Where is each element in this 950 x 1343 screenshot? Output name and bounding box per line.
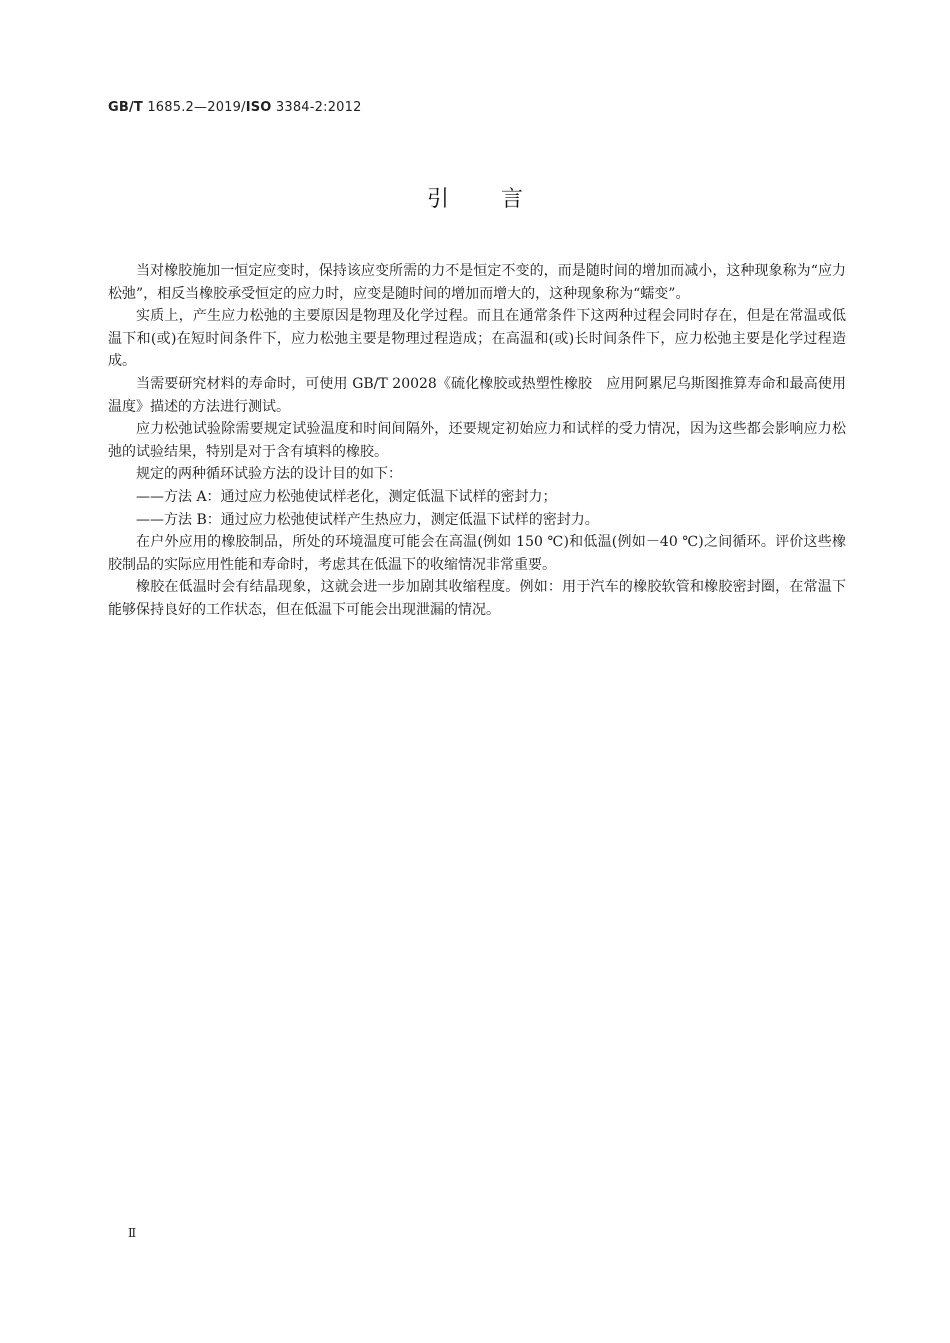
standard-number-gb: 1685.2—2019/ [143, 100, 246, 115]
section-title: 引言 [426, 187, 575, 212]
standard-number-iso: 3384-2:2012 [271, 100, 362, 115]
page-number: Ⅱ [128, 1226, 137, 1240]
paragraph-stress-relaxation-definition: 当对橡胶施加一恒定应变时，保持该应变所需的力不是恒定不变的，而是随时间的增加而减小，这种现象称为“应力松弛”，相反当橡胶承受恒定的应力时，应变是随时间的增加而增大的，这种现象称为“蠕变”。 [108, 263, 846, 302]
paragraph-lifetime-method: 当需要研究材料的寿命时，可使用 GB/T 20028《硫化橡胶或热塑性橡胶 应用阿累尼乌斯图推算寿命和最高使用温度》描述的方法进行测试。 [108, 375, 846, 415]
paragraph-outdoor-temperature: 在户外应用的橡胶制品，所处的环境温度可能会在高温(例如 150 ℃)和低温(例如－40 ℃)之间循环。评价这些橡胶制品的实际应用性能和寿命时，考虑其在低温下的收缩情况非常重要。 [108, 534, 846, 573]
standard-code-iso: ISO [245, 100, 272, 115]
introduction-body [108, 260, 846, 622]
standard-number-header [108, 100, 362, 115]
paragraph-test-conditions: 应力松弛试验除需要规定试验温度和时间间隔外，还要规定初始应力和试样的受力情况，因为这些都会影响应力松弛的试验结果，特别是对于含有填料的橡胶。 [108, 421, 846, 460]
list-item-method-b: ——方法 B：通过应力松弛使试样产生热应力，测定低温下试样的密封力。 [136, 511, 599, 528]
standard-code-gbt: GB/T [108, 100, 143, 115]
paragraph-causes: 实质上，产生应力松弛的主要原因是物理及化学过程。而且在通常条件下这两种过程会同时存在，但是在常温或低温下和(或)在短时间条件下，应力松弛主要是物理过程造成；在高温和(或)长时间条件下，应力松弛主要是化学过程造成。 [108, 308, 846, 370]
list-item-method-a: ——方法 A：通过应力松弛使试样老化，测定低温下试样的密封力； [136, 488, 557, 505]
paragraph-crystallization: 橡胶在低温时会有结晶现象，这就会进一步加剧其收缩程度。例如：用于汽车的橡胶软管和橡胶密封圈，在常温下能够保持良好的工作状态，但在低温下可能会出现泄漏的情况。 [108, 579, 846, 618]
paragraph-methods-intro: 规定的两种循环试验方法的设计目的如下： [136, 466, 402, 483]
